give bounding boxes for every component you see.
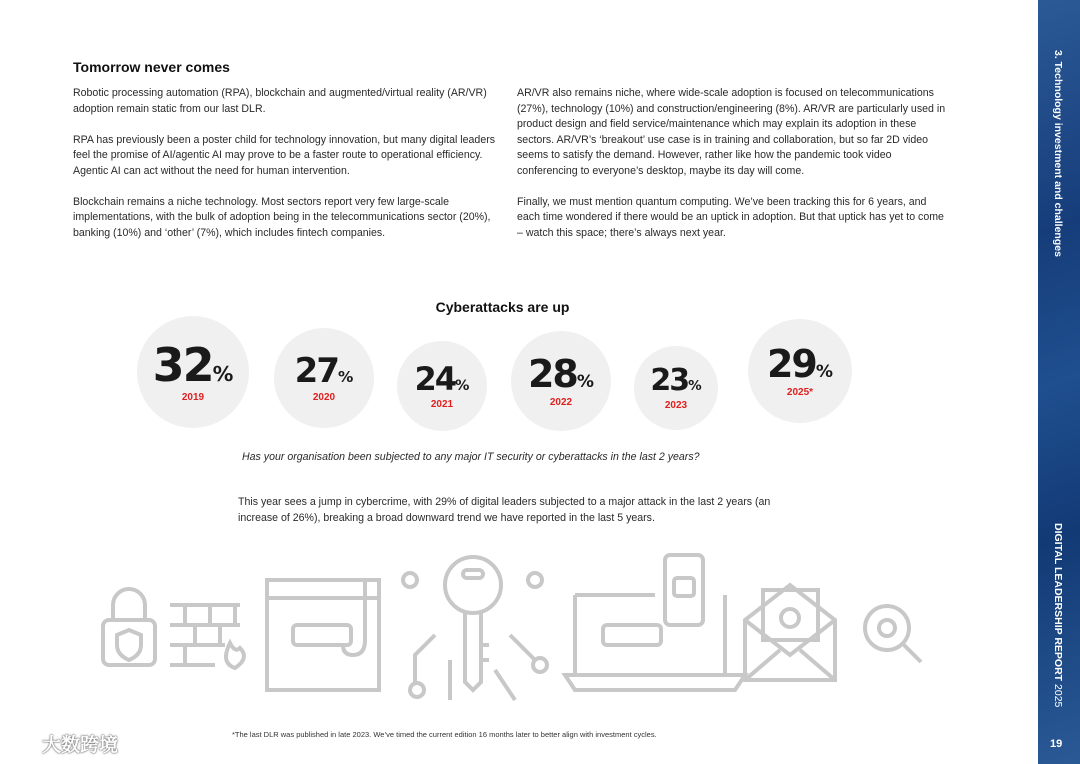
paragraph: Finally, we must mention quantum computing. We’ve been tracking this for 6 years, and each time wondered if there would be an uptick in adoption. But that uptick has yet to come – watch this space; there’s always next year. xyxy=(517,195,944,239)
security-illustration xyxy=(95,550,935,720)
stat-year: 2021 xyxy=(430,398,454,410)
stat-unit: % xyxy=(338,367,354,386)
laptop-password-icon xyxy=(565,555,745,690)
phishing-browser-icon xyxy=(267,580,379,690)
section-label: 3. Technology investment and challenges xyxy=(1052,50,1064,257)
stat-unit: % xyxy=(576,371,595,392)
paragraph: AR/VR also remains niche, where wide-scale adoption is focused on telecommunications (27%), technology (10%) and construction/engineering (8%). AR/VR are particularly used in product design and field service/maintenance which may explain its adoption in these sectors. AR/VR’s ‘breakout’ use case is in training and collaboration, but so far 2D video seems to satisfy the demand. However, rather like how the pandemic took video conferencing to everyone’s desktop, maybe its day will come. xyxy=(517,87,946,177)
key-network-icon xyxy=(403,557,547,700)
bug-search-icon xyxy=(865,606,921,662)
left-column xyxy=(73,86,508,257)
stat-year: 2025* xyxy=(786,386,814,398)
report-title xyxy=(1052,523,1064,707)
firewall-icon xyxy=(170,605,244,668)
stat-value: 27 xyxy=(294,350,338,391)
footnote: *The last DLR was published in late 2023. We’ve timed the current edition 16 months later to better align with investment cycles. xyxy=(232,730,657,739)
stat-value: 23 xyxy=(650,362,689,398)
stat-unit: % xyxy=(688,377,702,394)
paragraph: RPA has previously been a poster child for technology innovation, but many digital leaders feel the promise of AI/agentic AI may prove to be a faster route to operational efficiency. Agentic AI can act without the need for human intervention. xyxy=(73,133,496,177)
stats-title: Cyberattacks are up xyxy=(435,299,570,315)
stat-year: 2019 xyxy=(181,391,205,403)
page-number: 19 xyxy=(1050,738,1063,750)
paragraph: Robotic processing automation (RPA), blockchain and augmented/virtual reality (AR/VR) adoption remain static from our last DLR. xyxy=(73,87,487,115)
stat-unit: % xyxy=(815,361,834,382)
summary-paragraph: This year sees a jump in cybercrime, with 29% of digital leaders subjected to a major attack in the last 2 years (an increase of 26%), breaking a broad downward trend we have reported in the last 5 years. xyxy=(238,496,771,524)
stat-unit: % xyxy=(212,361,234,386)
stat-value: 24 xyxy=(414,359,456,398)
survey-question: Has your organisation been subjected to any major IT security or cyberattacks in the last 2 years? xyxy=(242,451,700,463)
stat-circle-2025 xyxy=(748,319,852,423)
right-column xyxy=(517,86,947,257)
stat-circle-2021 xyxy=(397,341,487,431)
stat-circle-2020 xyxy=(274,328,374,428)
stat-year: 2020 xyxy=(312,391,336,403)
stat-value: 32 xyxy=(152,337,213,392)
stat-circle-2023 xyxy=(634,346,718,430)
watermark-text: 大数跨境 xyxy=(42,735,119,756)
stat-year: 2023 xyxy=(664,399,688,411)
report-name: DIGITAL LEADERSHIP REPORT xyxy=(1052,523,1064,682)
paragraph: Blockchain remains a niche technology. Most sectors report very few large-scale implementations, with the bulk of adoption being in the telecommunications sector (20%), banking (10%) and ‘other’ (7%), which includes fintech companies. xyxy=(73,195,491,239)
report-year: 2025 xyxy=(1052,684,1064,708)
stat-circle-2019 xyxy=(137,316,249,428)
stat-value: 29 xyxy=(766,341,816,386)
watermark-logo xyxy=(10,730,118,757)
bug-email-icon xyxy=(745,585,835,680)
section-heading: Tomorrow never comes xyxy=(73,59,230,75)
stat-value: 28 xyxy=(527,351,577,396)
stat-unit: % xyxy=(455,377,470,394)
padlock-shield-icon xyxy=(103,589,155,665)
stat-year: 2022 xyxy=(549,396,573,408)
stat-circle-2022 xyxy=(511,331,611,431)
